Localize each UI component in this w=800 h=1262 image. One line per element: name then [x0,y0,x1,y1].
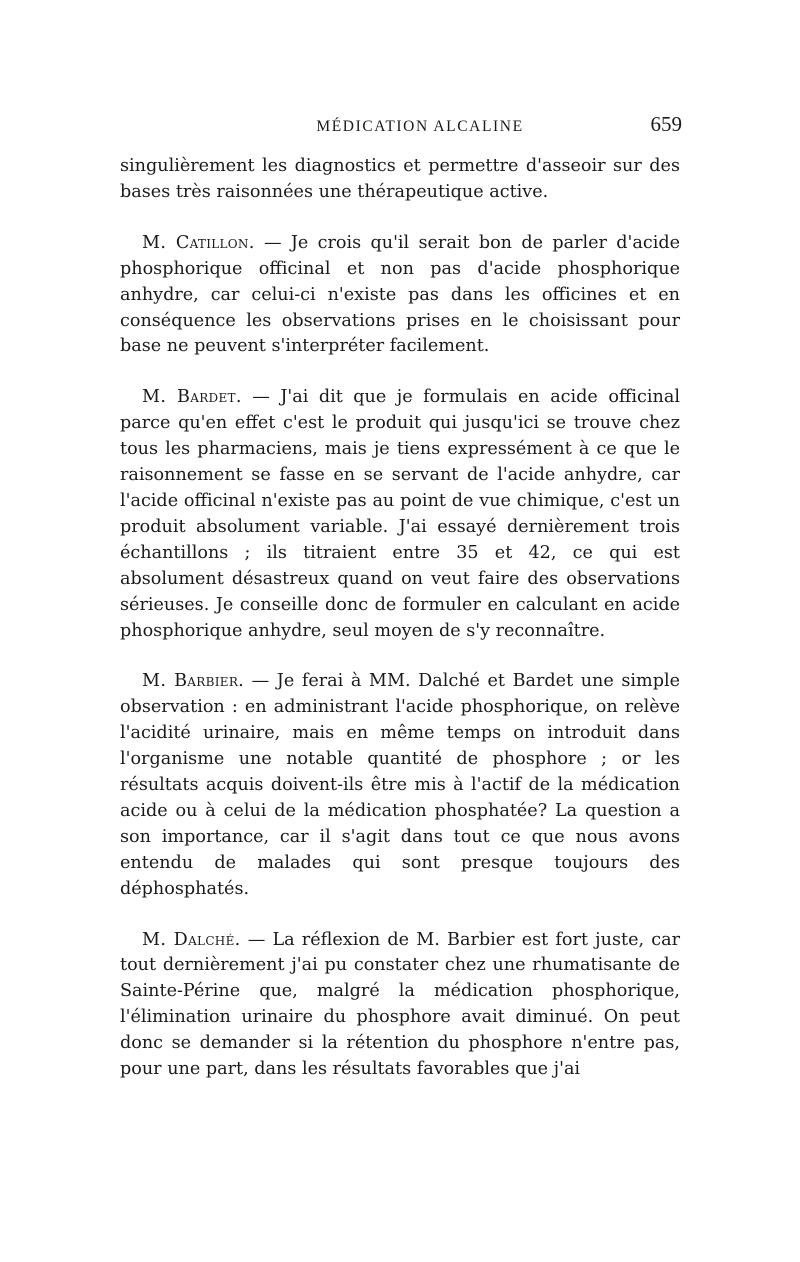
body-text [120,154,680,1083]
paragraph-dalche [120,928,680,1083]
speaker-name: M. Barbier. [142,671,245,692]
paragraph-barbier [120,669,680,902]
paragraph-text: — J'ai dit que je formulais en acide officinal parce qu'en effet c'est le produit qui jusqu'ici se trouve chez tous les pharmaciens, mais je tiens expressément à ce que le raisonnement se fasse en se servant de l'acide anhydre, car l'acide officinal n'existe pas au point de vue chimique, c'est un produit absolument variable. J'ai essayé dernièrement trois échantillons ; ils titraient entre 35 et 42, ce qui est absolument désastreux quand on veut faire des observations sérieuses. Je conseille donc de formuler en calculant en acide phosphorique anhydre, seul moyen de s'y reconnaître. [120,387,680,641]
paragraph-text: — Je crois qu'il serait bon de parler d'acide phosphorique officinal et non pas d'acide phosphorique anhydre, car celui-ci n'existe pas dans les officines et en conséquence les observations prises en le choisissant pour base ne peuvent s'interpréter facilement. [120,232,681,357]
paragraph-continuation [120,154,680,206]
paragraph-bardet [120,385,680,644]
speaker-name: M. Dalché. [142,929,241,950]
paragraph-text: singulièrement les diagnostics et permettre d'asseoir sur des bases très raisonnées une thérapeutique active. [120,156,680,202]
running-title: MÉDICATION ALCALINE [316,118,524,135]
speaker-name: M. Catillon. [142,232,255,253]
speaker-name: M. Bardet. [142,387,242,408]
paragraph-text: — Je ferai à MM. Dalché et Bardet une simple observation : en administrant l'acide phosphorique, on relève l'acidité urinaire, mais en même temps on introduit dans l'organisme une notable quantité de phosphore ; or les résultats acquis doivent-ils être mis à l'actif de la médication acide ou à celui de la médication phosphatée? La question a son importance, car il s'agit dans tout ce que nous avons entendu de malades qui sont presque toujours des déphosphatés. [120,671,680,899]
page-number: 659 [650,112,682,136]
running-head [120,112,680,142]
paragraph-catillon [120,231,680,361]
paragraph-text: — La réflexion de M. Barbier est fort juste, car tout dernièrement j'ai pu constater chez une rhumatisante de Sainte-Périne que, malgré la médication phosphorique, l'élimination urinaire du phosphore avait diminué. On peut donc se demander si la rétention du phosphore n'entre pas, pour une part, dans les résultats favorables que j'ai [120,929,680,1080]
book-page [120,112,680,1083]
